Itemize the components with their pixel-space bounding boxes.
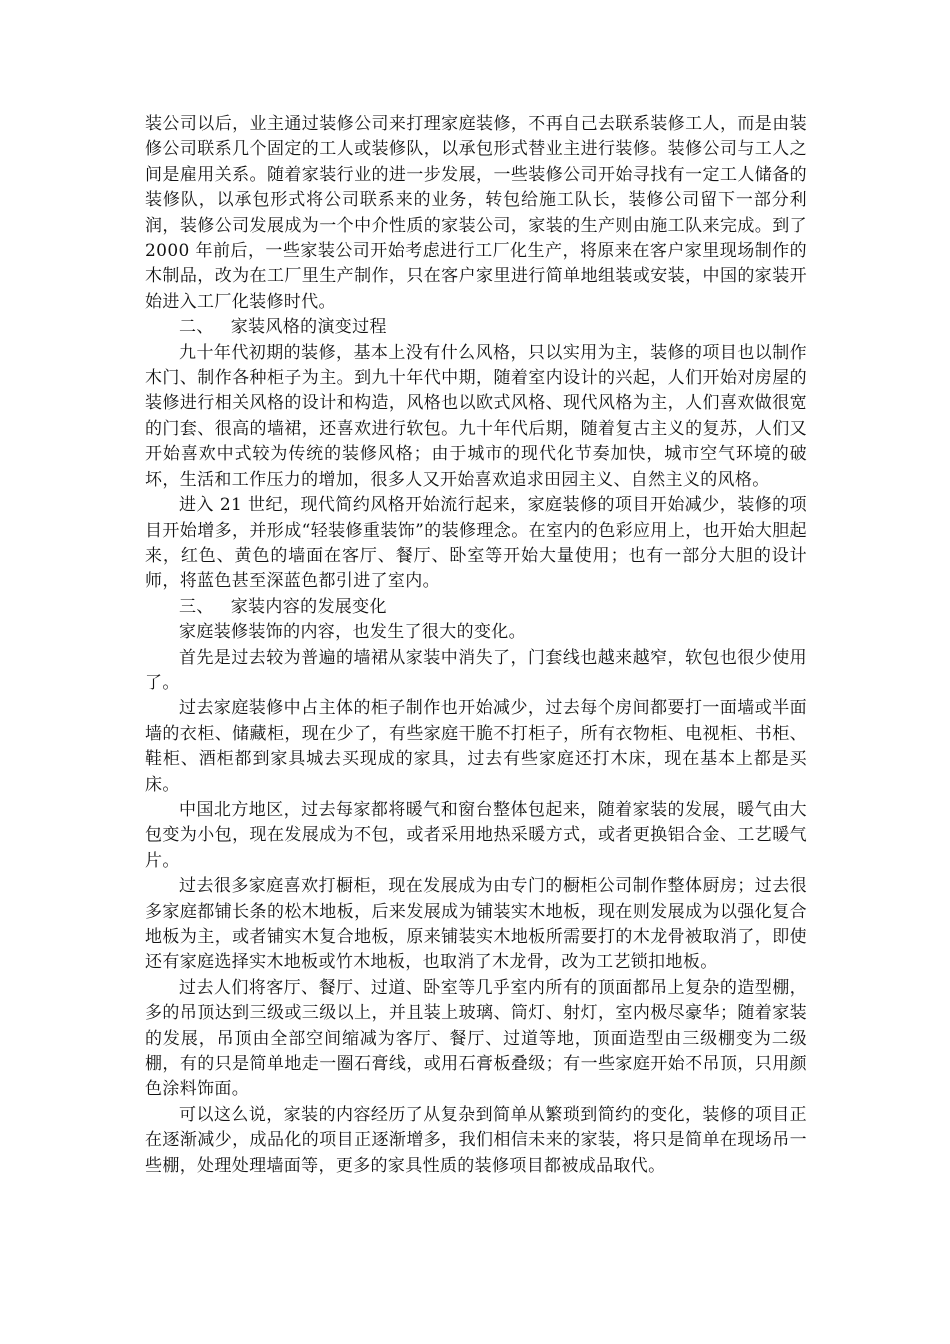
paragraph: 过去家庭装修中占主体的柜子制作也开始减少，过去每个房间都要打一面墙或半面墙的衣柜、储藏柜，现在少了，有些家庭干脆不打柜子，所有衣物柜、电视柜、书柜、鞋柜、酒柜都到家具城去买现成的家具，过去有些家庭还打木床，现在基本上都是买床。 bbox=[145, 698, 807, 795]
section-title: 家装内容的发展变化 bbox=[230, 596, 387, 617]
document-page bbox=[145, 112, 807, 1179]
paragraph: 过去人们将客厅、餐厅、过道、卧室等几乎室内所有的顶面都吊上复杂的造型棚，多的吊顶达到三级或三级以上，并且装上玻璃、筒灯、射灯，室内极尽豪华；随着家装的发展，吊顶由全部空间缩减为客厅、餐厅、过道等地，顶面造型由三级棚变为二级棚，有的只是简单地走一圈石膏线，或用石膏板叠级；有一些家庭开始不吊顶，只用颜色涂料饰面。 bbox=[145, 977, 807, 1100]
section-heading-2 bbox=[145, 315, 807, 340]
paragraph-intro-continued: 装公司以后，业主通过装修公司来打理家庭装修，不再自己去联系装修工人，而是由装修公司联系几个固定的工人或装修队，以承包形式替业主进行装修。装修公司与工人之间是雇用关系。随着家装行业的进一步发展，一些装修公司开始寻找有一定工人储备的装修队，以承包形式将公司联系来的业务，转包给施工队长，装修公司留下一部分利润，装修公司发展成为一个中介性质的家装公司，家装的生产则由施工队来完成。到了 2000 年前后，一些家装公司开始考虑进行工厂化生产，将原来在客户家里现场制作的木制品，改为在工厂里生产制作，只在客户家里进行简单地组装或安装，中国的家装开始进入工厂化装修时代。 bbox=[145, 114, 807, 312]
section-heading-3 bbox=[145, 595, 807, 620]
paragraph: 首先是过去较为普遍的墙裙从家装中消失了，门套线也越来越窄，软包也很少使用了。 bbox=[145, 647, 807, 693]
paragraph: 过去很多家庭喜欢打橱柜，现在发展成为由专门的橱柜公司制作整体厨房；过去很多家庭都铺长条的松木地板，后来发展成为铺装实木地板，现在则发展成为以强化复合地板为主，或者铺实木复合地板，原来铺装实木地板所需要打的木龙骨被取消了，即使还有家庭选择实木地板或竹木地板，也取消了木龙骨，改为工艺锁扣地板。 bbox=[145, 876, 807, 973]
paragraph: 中国北方地区，过去每家都将暖气和窗台整体包起来，随着家装的发展，暖气由大包变为小包，现在发展成为不包，或者采用地热采暖方式，或者更换铝合金、工艺暖气片。 bbox=[145, 799, 807, 871]
paragraph: 进入 21 世纪，现代简约风格开始流行起来，家庭装修的项目开始减少，装修的项目开始增多，并形成“轻装修重装饰”的装修理念。在室内的色彩应用上，也开始大胆起来，红色、黄色的墙面在客厅、餐厅、卧室等开始大量使用；也有一部分大胆的设计师，将蓝色甚至深蓝色都引进了室内。 bbox=[145, 495, 807, 592]
paragraph: 可以这么说，家装的内容经历了从复杂到简单从繁琐到简约的变化，装修的项目正在逐渐减少，成品化的项目正逐渐增多，我们相信未来的家装，将只是简单在现场吊一些棚，处理处理墙面等，更多的家具性质的装修项目都被成品取代。 bbox=[145, 1104, 807, 1176]
paragraph: 九十年代初期的装修，基本上没有什么风格，只以实用为主，装修的项目也以制作木门、制作各种柜子为主。到九十年代中期，随着室内设计的兴起，人们开始对房屋的装修进行相关风格的设计和构造，风格也以欧式风格、现代风格为主，人们喜欢做很宽的门套、很高的墙裙，还喜欢进行软包。九十年代后期，随着复古主义的复苏，人们又开始喜欢中式较为传统的装修风格；由于城市的现代化节奏加快，城市空气环境的破坏，生活和工作压力的增加，很多人又开始喜欢追求田园主义、自然主义的风格。 bbox=[145, 342, 807, 490]
section-number: 三、 bbox=[179, 596, 214, 617]
section-number: 二、 bbox=[179, 317, 214, 338]
section-title: 家装风格的演变过程 bbox=[230, 317, 387, 338]
paragraph: 家庭装修装饰的内容，也发生了很大的变化。 bbox=[179, 622, 526, 643]
